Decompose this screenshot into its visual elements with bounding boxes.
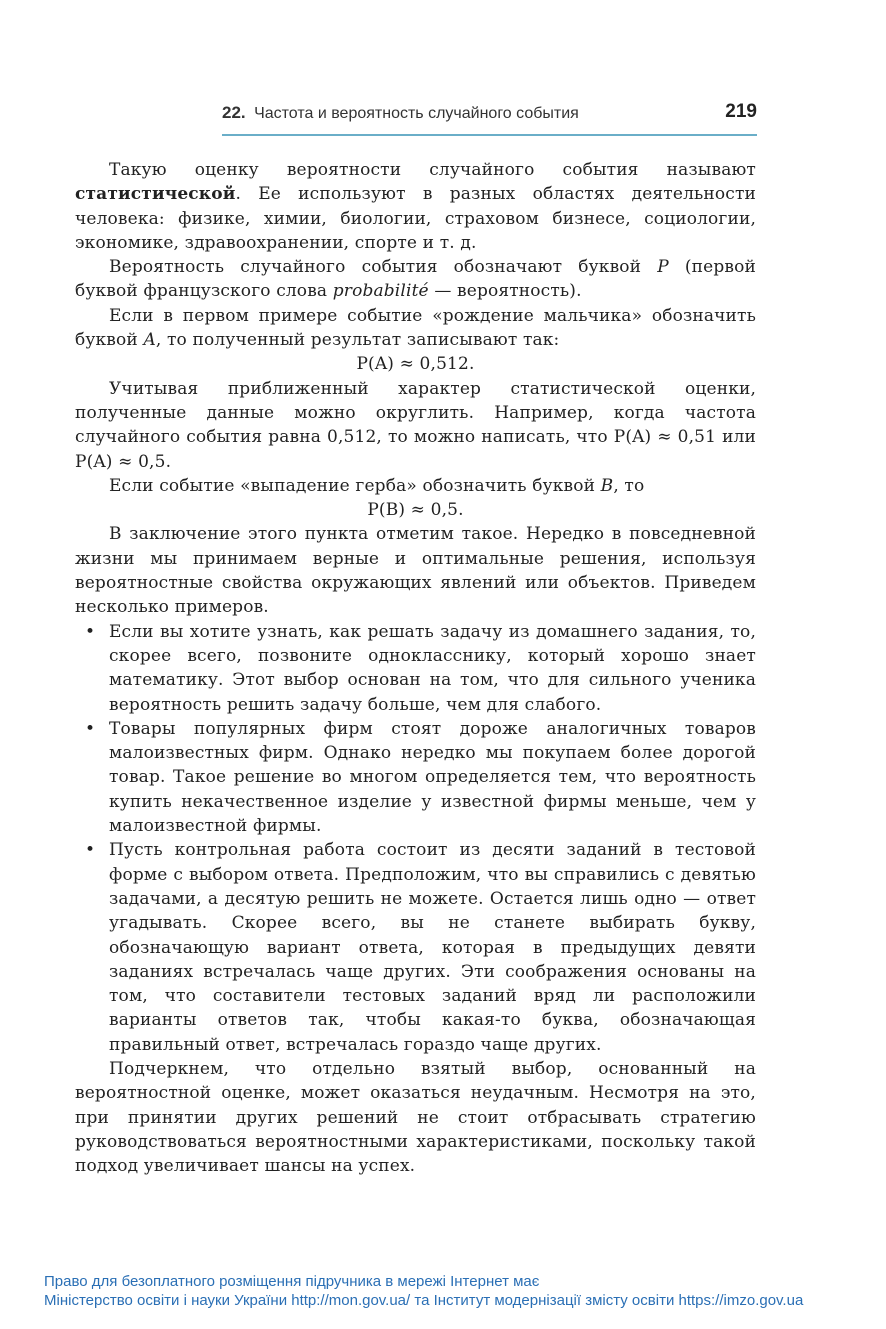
paragraph: Учитывая приближенный характер статистической оценки, полученные данные можно округлить. Например, когда частота случайного события равна 0,512, то можно написать, что P(A) ≈ 0,51 или P(A) ≈ 0,5. bbox=[75, 378, 756, 472]
list-item: • Если вы хотите узнать, как решать задачу из домашнего задания, то, скорее всего, позвоните однокласснику, который хорошо знает математику. Этот выбор основан на том, что для сильного ученика вероятность решить задачу больше, чем для слабого. bbox=[75, 620, 756, 717]
formula: P(A) ≈ 0,512. bbox=[356, 354, 475, 375]
page-number: 219 bbox=[725, 101, 757, 122]
paragraph: Если в первом примере событие «рождение мальчика» обозначить буквой A, то полученный результат записывают так: bbox=[75, 305, 756, 351]
page-body bbox=[75, 158, 756, 1178]
header-rule bbox=[222, 134, 757, 136]
example-list bbox=[75, 620, 756, 1057]
formula: P(B) ≈ 0,5. bbox=[367, 500, 464, 521]
copyright-footer bbox=[44, 1272, 874, 1310]
closing-paragraph: Подчеркнем, что отдельно взятый выбор, основанный на вероятностной оценке, может оказаться неудачным. Несмотря на это, при принятии других решений не стоит отбрасывать стратегию руководствоваться вероятностными характеристиками, поскольку такой подход увеличивает шансы на успех. bbox=[75, 1058, 756, 1177]
list-item: • Товары популярных фирм стоят дороже аналогичных товаров малоизвестных фирм. Однако нередко мы покупаем более дорогой товар. Такое решение во многом определяется тем, что вероятность купить некачественное изделие у известной фирмы меньше, чем у малоизвестной фирмы. bbox=[75, 717, 756, 838]
paragraph: Вероятность случайного события обозначают буквой P (первой буквой французского слова probabilité — вероятность). bbox=[75, 257, 756, 302]
section-number: 22. bbox=[222, 103, 246, 122]
list-item: • Пусть контрольная работа состоит из десяти заданий в тестовой форме с выбором ответа. Предположим, что вы справились с девятью задачами, а десятую решить не можете. Остается лишь одно — ответ угадывать. Скорее всего, вы не станете выбирать букву, обозначающую вариант ответа, которая в предыдущих девяти заданиях встречалась чаще других. Эти соображения основаны на том, что составители тестовых заданий вряд ли расположили варианты ответов так, чтобы какая-то буква, обозначающая правильный ответ, встречалась гораздо чаще других. bbox=[75, 838, 756, 1057]
footer-line-1: Право для безоплатного розміщення підручника в мережі Інтернет має bbox=[44, 1273, 540, 1290]
section-title: Частота и вероятность случайного события bbox=[254, 105, 579, 122]
running-header bbox=[222, 103, 757, 133]
paragraph: Такую оценку вероятности случайного события называют статистической. Ее используют в разных областях деятельности человека: физике, химии, биологии, страховом бизнесе, социологии, экономике, здравоохранении, спорте и т. д. bbox=[75, 160, 756, 253]
footer-line-2: Міністерство освіти і науки України http://mon.gov.ua/ та Інститут модернізації змісту освіти https://imzo.gov.ua bbox=[44, 1292, 804, 1309]
paragraph: Если событие «выпадение герба» обозначить буквой B, то bbox=[109, 475, 645, 496]
paragraph: В заключение этого пункта отметим такое. Нередко в повседневной жизни мы принимаем верные и оптимальные решения, используя вероятностные свойства окружающих явлений или объектов. Приведем несколько примеров. bbox=[75, 524, 756, 618]
